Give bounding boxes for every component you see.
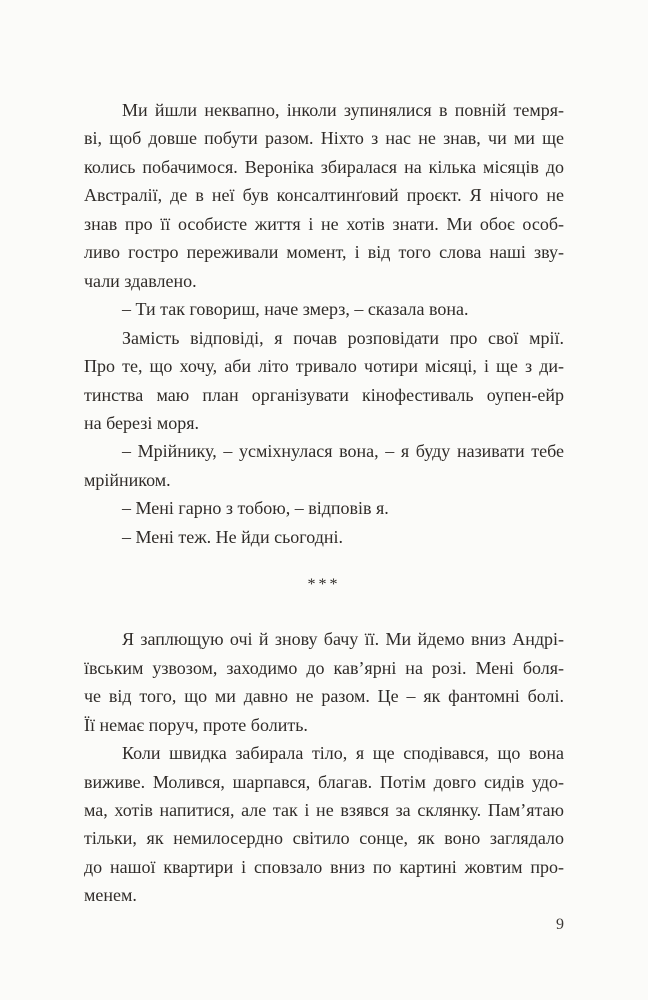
- text-line: чали здавлено.: [84, 270, 197, 291]
- text-line: мрійником.: [84, 469, 171, 490]
- paragraph: [84, 96, 564, 295]
- text-line: тільки, як немилосердно світило сонце, як воно заглядало: [84, 828, 564, 849]
- page-text-block: [84, 96, 564, 910]
- text-line: Австралії, де в неї був консалтинґовий проєкт. Я нічого не: [84, 185, 564, 206]
- text-line: ма, хотів напитися, але так і не взявся за склянку. Пам’ятаю: [84, 799, 564, 820]
- paragraph: [84, 625, 564, 739]
- text-line: – Мрійнику, – усміхнулася вона, – я буду називати тебе: [122, 441, 564, 462]
- text-line: Замість відповіді, я почав розповідати про свої мрії.: [122, 327, 564, 348]
- text-line: – Ти так говориш, наче змерз, – сказала вона.: [122, 299, 469, 320]
- section-divider: ***: [307, 576, 341, 594]
- paragraph: [84, 295, 564, 323]
- text-line: – Мені теж. Не йди сьогодні.: [122, 526, 344, 547]
- text-line: знав про її особисте життя і не хотів знати. Ми обоє особ-: [84, 213, 564, 234]
- page-number: 9: [556, 916, 564, 933]
- text-line: менем.: [84, 885, 137, 906]
- text-line: Я заплющую очі й знову бачу її. Ми йдемо вниз Андрі-: [122, 629, 564, 650]
- text-line: Про те, що хочу, аби літо тривало чотири місяці, і ще з ди-: [84, 356, 564, 377]
- paragraph: [84, 739, 564, 910]
- paragraph: [84, 494, 564, 522]
- text-line: ївським узвозом, заходимо до кав’ярні на розі. Мені боля-: [84, 657, 564, 678]
- text-line: колись побачимося. Вероніка збиралася на кілька місяців до: [84, 156, 564, 177]
- paragraph: [84, 324, 564, 438]
- text-line: ві, щоб довше побути разом. Ніхто з нас не знав, чи ми ще: [84, 128, 564, 149]
- text-line: – Мені гарно з тобою, – відповів я.: [122, 498, 389, 519]
- text-line: до нашої квартири і сповзало вниз по картині жовтим про-: [84, 856, 564, 877]
- paragraph: [84, 437, 564, 494]
- text-line: на березі моря.: [84, 412, 200, 433]
- text-line: че від того, що ми давно не разом. Це – як фантомні болі.: [84, 686, 564, 707]
- text-line: Її немає поруч, проте болить.: [84, 714, 308, 735]
- text-line: ливо гостро переживали момент, і від того слова наші зву-: [84, 242, 564, 263]
- text-line: Коли швидка забирала тіло, я ще сподівався, що вона: [122, 743, 564, 764]
- paragraph: [84, 523, 564, 551]
- text-line: виживе. Молився, шарпався, благав. Потім довго сидів удо-: [84, 771, 564, 792]
- text-line: тинства маю план організувати кінофестиваль оупен-ейр: [84, 384, 564, 405]
- text-line: Ми йшли неквапно, інколи зупинялися в повній темря-: [122, 100, 564, 120]
